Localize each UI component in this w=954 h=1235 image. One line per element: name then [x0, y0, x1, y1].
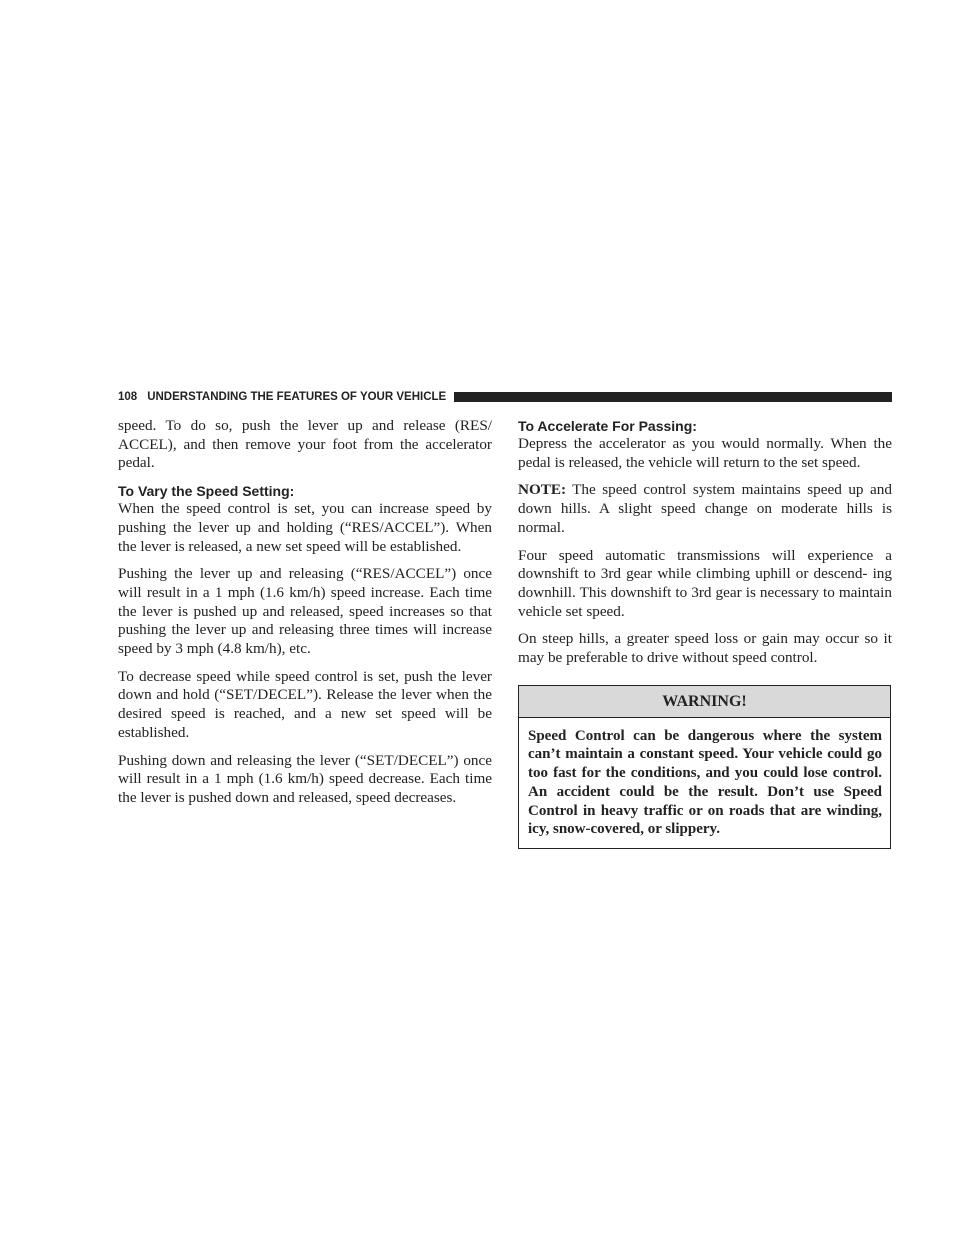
note-paragraph	[518, 481, 892, 537]
paragraph-downshift: Four speed automatic transmissions will experience a downshift to 3rd gear while climbing uphill or descend- ing downhill. This downshift to 3rd gear is necessary to maintain vehicle set speed.	[518, 546, 892, 620]
page-number: 108	[118, 391, 138, 403]
page-header	[118, 389, 892, 405]
heading-accelerate-passing: To Accelerate For Passing:	[518, 418, 697, 434]
warning-text: Speed Control can be dangerous where the system can’t maintain a constant speed. Your vehicle could go too fast for the conditions, and you could lose control. An accident could be the result. Don’t use Speed Control in heavy traffic or on roads that are winding, icy, snow-covered, or slippery.	[528, 727, 882, 838]
paragraph-decrease-hold: To decrease speed while speed control is set, push the lever down and hold (“SET/DECEL”). Release the lever when the desired speed is reached, and a new set speed will be established.	[118, 667, 492, 741]
paragraph-accelerator: Depress the accelerator as you would normally. When the pedal is released, the vehicle will return to the set speed.	[518, 435, 892, 471]
right-column	[518, 417, 892, 849]
heading-vary-speed: To Vary the Speed Setting:	[118, 483, 295, 500]
paragraph-decrease-tap: Pushing down and releasing the lever (“SET/DECEL”) once will result in a 1 mph (1.6 km/h) speed decrease. Each time the lever is pushed down and released, speed decreases.	[118, 751, 492, 806]
note-text: The speed control system maintains speed up and down hills. A slight speed change on moderate hills is normal.	[518, 481, 892, 536]
header-rule	[454, 392, 892, 402]
warning-title: WARNING!	[519, 686, 890, 718]
left-column	[118, 417, 492, 817]
paragraph-steep-hills: On steep hills, a greater speed loss or gain may occur so it may be preferable to drive without speed control.	[518, 630, 892, 667]
section-title: UNDERSTANDING THE FEATURES OF YOUR VEHICLE	[147, 391, 447, 403]
paragraph-continued: speed. To do so, push the lever up and release (RES/ ACCEL), and then remove your foot from the accelerator pedal.	[118, 417, 492, 472]
paragraph-increase-hold: When the speed control is set, you can increase speed by pushing the lever up and holding (“RES/ACCEL”). When the lever is released, a new set speed will be established.	[118, 500, 492, 555]
note-label: NOTE:	[518, 481, 567, 499]
paragraph-increase-tap: Pushing the lever up and releasing (“RES/ACCEL”) once will result in a 1 mph (1.6 km/h) speed increase. Each time the lever is pushed up and released, speed increases so that pushing the lever up and releasing three times will increase speed by 3 mph (4.8 km/h), etc.	[118, 565, 492, 658]
warning-box	[518, 685, 891, 849]
